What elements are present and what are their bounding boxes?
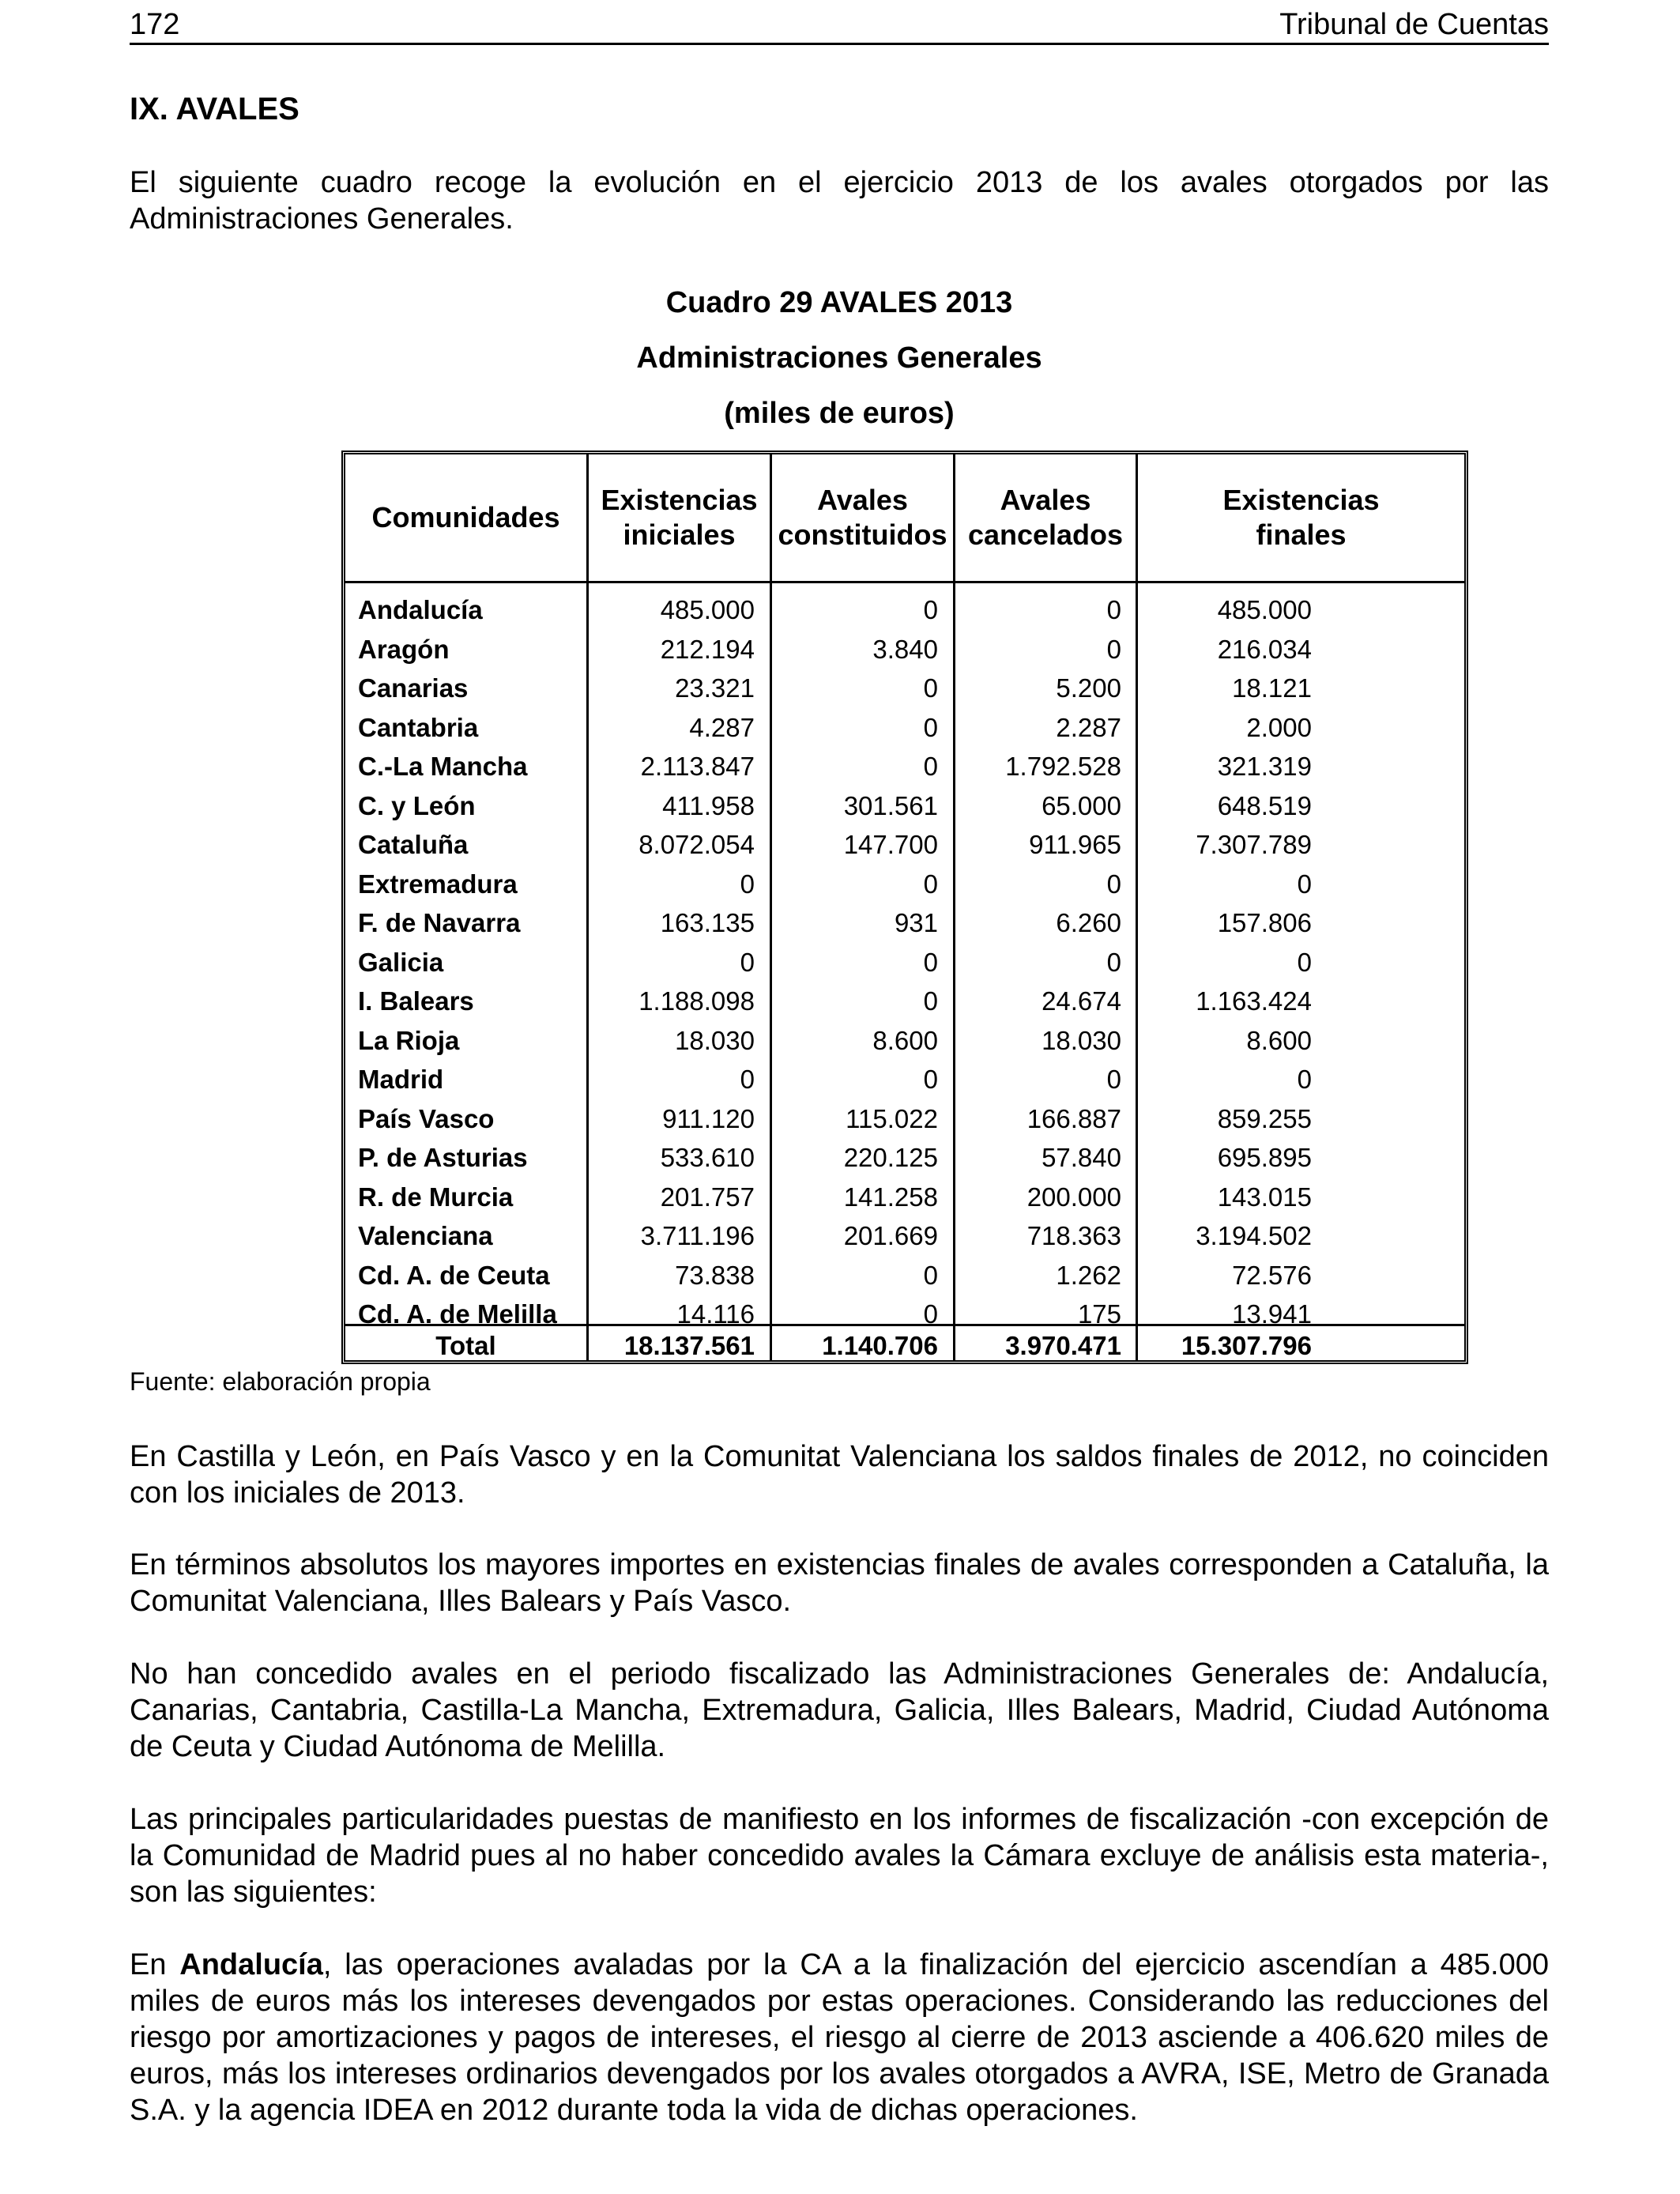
table-row (345, 1138, 1464, 1177)
cell-comunidad: La Rioja (358, 1025, 460, 1055)
table-row (345, 1060, 1464, 1099)
page-number: 172 (130, 8, 180, 41)
cell-existencias-finales: 13.941 (1232, 1299, 1312, 1329)
table-row (345, 786, 1464, 825)
cell-avales-constituidos: 201.669 (843, 1221, 938, 1250)
cell-comunidad: C. y León (358, 790, 476, 820)
cell-existencias-iniciales: 212.194 (660, 634, 755, 664)
cell-existencias-finales: 0 (1297, 869, 1312, 899)
running-header (130, 8, 1549, 45)
cell-existencias-iniciales: 14.116 (676, 1299, 755, 1329)
table-row (345, 1099, 1464, 1138)
table-row (345, 903, 1464, 942)
table-subtitle: Administraciones Generales (636, 341, 1042, 375)
cell-existencias-finales: 143.015 (1217, 1182, 1312, 1212)
table-row (345, 669, 1464, 707)
cell-avales-constituidos: 0 (923, 1260, 938, 1290)
cell-avales-cancelados: 0 (1106, 595, 1121, 624)
cell-existencias-finales: 648.519 (1217, 790, 1312, 820)
cell-avales-cancelados: 0 (1106, 1065, 1121, 1094)
column-header-avales-constituidos: Avales constituidos (778, 484, 947, 551)
paragraph-andalucia (130, 1947, 1549, 2128)
cell-existencias-iniciales: 485.000 (660, 595, 755, 624)
region-name-bold: Andalucía (179, 1948, 323, 1981)
cell-comunidad: C.-La Mancha (358, 752, 528, 781)
cell-existencias-finales: 18.121 (1232, 673, 1312, 703)
cell-existencias-iniciales: 201.757 (660, 1182, 755, 1212)
cell-existencias-finales: 157.806 (1217, 908, 1312, 937)
cell-existencias-iniciales: 73.838 (675, 1260, 755, 1290)
cell-existencias-iniciales: 1.188.098 (638, 986, 755, 1016)
cell-existencias-iniciales: 18.030 (675, 1025, 755, 1055)
cell-existencias-iniciales: 8.072.054 (638, 830, 755, 859)
avales-table (341, 450, 1468, 1364)
cell-comunidad: Cd. A. de Ceuta (358, 1260, 550, 1290)
cell-comunidad: Extremadura (358, 869, 518, 899)
paragraph-mayores-importes: En términos absolutos los mayores importes en existencias finales de avales corresponden a Cataluña, la Comunitat Valenciana, Illes Balears y País Vasco. (130, 1548, 1549, 1618)
cell-existencias-finales: 485.000 (1217, 595, 1312, 624)
cell-avales-cancelados: 24.674 (1042, 986, 1121, 1016)
cell-avales-cancelados: 200.000 (1026, 1182, 1121, 1212)
table-row (345, 865, 1464, 903)
table-source: Fuente: elaboración propia (130, 1367, 431, 1396)
cell-existencias-finales: 859.255 (1217, 1103, 1312, 1133)
cell-existencias-iniciales: 2.113.847 (640, 752, 755, 781)
cell-avales-cancelados: 718.363 (1026, 1221, 1121, 1250)
cell-avales-cancelados: 1.792.528 (1005, 752, 1121, 781)
header-divider (345, 581, 1464, 583)
paragraph-particularidades: Las principales particularidades puestas de manifiesto en los informes de fiscalización -con excepción de la Comunidad de Madrid pues al no haber concedido avales la Cámara excluye de análisis esta materia-, son las siguientes: (130, 1803, 1549, 1909)
cell-avales-constituidos: 0 (923, 1065, 938, 1094)
table-row (345, 708, 1464, 747)
cell-comunidad: Andalucía (358, 595, 483, 624)
cell-avales-constituidos: 0 (923, 986, 938, 1016)
cell-existencias-finales: 0 (1297, 947, 1312, 977)
table-total-row (345, 1326, 1464, 1365)
cell-comunidad: Cd. A. de Melilla (358, 1299, 557, 1329)
cell-avales-constituidos: 147.700 (843, 830, 938, 859)
cell-avales-cancelados: 1.262 (1056, 1260, 1121, 1290)
table-row (345, 825, 1464, 864)
cell-existencias-finales: 3.194.502 (1196, 1221, 1312, 1250)
cell-avales-constituidos: 0 (923, 869, 938, 899)
intro-paragraph: El siguiente cuadro recoge la evolución en el ejercicio 2013 de los avales otorgados por las Administraciones Generales. (130, 166, 1549, 236)
paragraph-prefix: En (130, 1948, 180, 1981)
table-row (345, 630, 1464, 669)
cell-existencias-iniciales: 411.958 (662, 790, 755, 820)
cell-existencias-finales: 216.034 (1217, 634, 1312, 664)
cell-avales-cancelados: 57.840 (1042, 1143, 1121, 1172)
cell-comunidad: Cantabria (358, 712, 479, 742)
table-row (345, 590, 1464, 629)
cell-avales-cancelados: 0 (1106, 869, 1121, 899)
column-header-comunidades: Comunidades (371, 501, 560, 533)
cell-comunidad: I. Balears (358, 986, 474, 1016)
total-avales-constituidos: 1.140.706 (822, 1331, 938, 1360)
cell-avales-cancelados: 6.260 (1056, 908, 1121, 937)
cell-avales-cancelados: 18.030 (1042, 1025, 1121, 1055)
paragraph-sin-avales: No han concedido avales en el periodo fiscalizado las Administraciones Generales de: Andalucía, Canarias, Cantabria, Castilla-La Mancha, Extremadura, Galicia, Illes Balears, Madrid, Ciudad Autónoma de Ceuta y Ciudad Autónoma de Melilla. (130, 1657, 1549, 1763)
cell-comunidad: Canarias (358, 673, 469, 703)
cell-avales-cancelados: 5.200 (1056, 673, 1121, 703)
cell-comunidad: Galicia (358, 947, 444, 977)
table-row (345, 982, 1464, 1020)
cell-avales-cancelados: 911.965 (1029, 830, 1121, 859)
cell-comunidad: Cataluña (358, 830, 469, 859)
cell-avales-constituidos: 0 (923, 673, 938, 703)
cell-avales-constituidos: 301.561 (843, 790, 938, 820)
cell-comunidad: Madrid (358, 1065, 444, 1094)
table-row (345, 1021, 1464, 1060)
cell-comunidad: P. de Asturias (358, 1143, 528, 1172)
cell-comunidad: R. de Murcia (358, 1182, 514, 1212)
cell-avales-constituidos: 0 (923, 595, 938, 624)
cell-avales-constituidos: 0 (923, 712, 938, 742)
table-row (345, 1178, 1464, 1216)
cell-existencias-finales: 0 (1297, 1065, 1312, 1094)
cell-existencias-iniciales: 0 (740, 947, 755, 977)
cell-comunidad: F. de Navarra (358, 908, 521, 937)
section-heading: IX. AVALES (130, 92, 299, 126)
column-header-avales-cancelados: Avales cancelados (967, 484, 1124, 551)
cell-existencias-finales: 8.600 (1246, 1025, 1312, 1055)
cell-existencias-finales: 321.319 (1217, 752, 1312, 781)
cell-avales-cancelados: 0 (1106, 634, 1121, 664)
table-row (345, 1256, 1464, 1295)
cell-existencias-finales: 695.895 (1217, 1143, 1312, 1172)
cell-comunidad: Aragón (358, 634, 450, 664)
cell-avales-constituidos: 0 (923, 1299, 938, 1329)
cell-existencias-iniciales: 23.321 (675, 673, 755, 703)
cell-avales-constituidos: 0 (923, 947, 938, 977)
cell-existencias-iniciales: 0 (740, 869, 755, 899)
total-existencias-finales: 15.307.796 (1181, 1331, 1312, 1360)
cell-avales-cancelados: 166.887 (1026, 1103, 1121, 1133)
cell-avales-cancelados: 0 (1106, 947, 1121, 977)
cell-avales-constituidos: 0 (923, 752, 938, 781)
total-label: Total (435, 1331, 496, 1360)
header-organization: Tribunal de Cuentas (1279, 8, 1549, 41)
cell-existencias-iniciales: 533.610 (660, 1143, 755, 1172)
cell-existencias-finales: 72.576 (1232, 1260, 1312, 1290)
cell-existencias-finales: 2.000 (1246, 712, 1312, 742)
cell-existencias-iniciales: 3.711.196 (640, 1221, 755, 1250)
paragraph-rest: , las operaciones avaladas por la CA a la finalización del ejercicio ascendían a 485.000 miles de euros más los intereses devengados por estas operaciones. Considerando las reducciones del riesgo por amortizaciones y pagos de intereses, el riesgo al cierre de 2013 asciende a 406.620 miles de euros, más los intereses ordinarios devengados por los avales otorgados a AVRA, ISE, Metro de Granada S.A. y la agencia IDEA en 2012 durante toda la vida de dichas operaciones. (130, 1948, 1549, 2127)
cell-avales-cancelados: 175 (1077, 1299, 1121, 1329)
cell-existencias-iniciales: 911.120 (662, 1103, 755, 1133)
cell-existencias-finales: 7.307.789 (1196, 830, 1312, 859)
cell-comunidad: Valenciana (358, 1221, 493, 1250)
table-title: Cuadro 29 AVALES 2013 (665, 286, 1013, 319)
table-row (345, 747, 1464, 786)
table-units: (miles de euros) (724, 397, 955, 430)
total-existencias-iniciales: 18.137.561 (623, 1331, 755, 1360)
cell-avales-constituidos: 220.125 (843, 1143, 938, 1172)
cell-existencias-iniciales: 163.135 (660, 908, 755, 937)
cell-existencias-finales: 1.163.424 (1196, 986, 1312, 1016)
cell-avales-cancelados: 2.287 (1056, 712, 1121, 742)
cell-avales-constituidos: 931 (894, 908, 938, 937)
cell-existencias-iniciales: 0 (740, 1065, 755, 1094)
cell-avales-constituidos: 115.022 (846, 1103, 938, 1133)
cell-avales-cancelados: 65.000 (1042, 790, 1121, 820)
cell-avales-constituidos: 3.840 (872, 634, 938, 664)
cell-existencias-iniciales: 4.287 (689, 712, 755, 742)
cell-avales-constituidos: 141.258 (843, 1182, 938, 1212)
cell-avales-constituidos: 8.600 (872, 1025, 938, 1055)
cell-comunidad: País Vasco (358, 1103, 495, 1133)
table-row (345, 1216, 1464, 1255)
column-header-existencias-iniciales: Existencias iniciales (601, 484, 758, 551)
column-header-existencias-finales: Existencias finales (1222, 484, 1380, 551)
total-avales-cancelados: 3.970.471 (1005, 1331, 1121, 1360)
paragraph-saldos: En Castilla y León, en País Vasco y en la Comunitat Valenciana los saldos finales de 2012, no coinciden con los iniciales de 2013. (130, 1440, 1549, 1510)
table-row (345, 943, 1464, 982)
